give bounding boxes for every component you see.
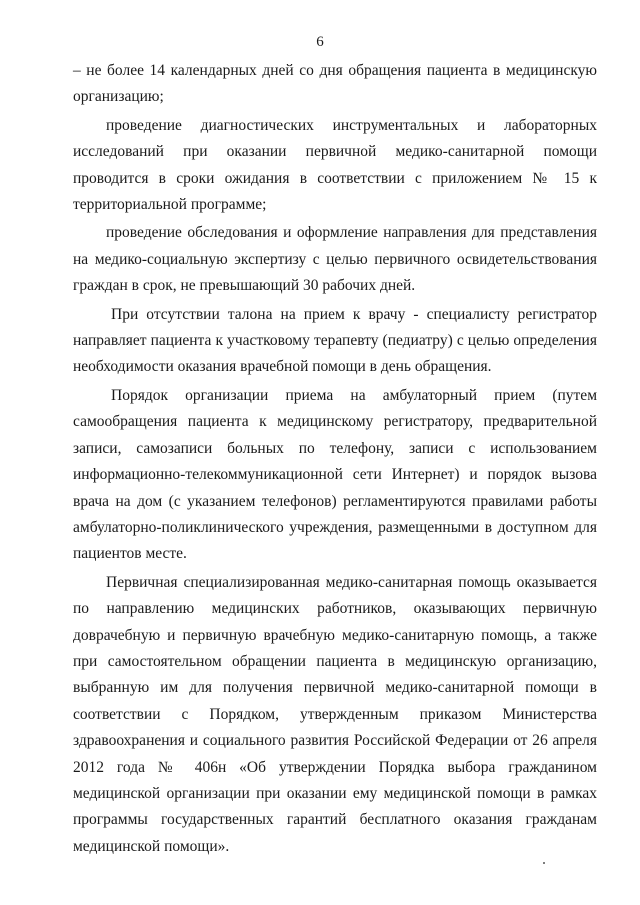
paragraph-3: проведение обследования и оформление направления для представления на медико-социальную экспертизу с целью первичного освидетельствования граждан в срок, не превышающий 30 рабочих дней. [73, 224, 597, 295]
paragraph-4: При отсутствии талона на прием к врачу - специалисту регистратор направляет пациента к участковому терапевту (педиатру) с целью определения необходимости оказания врачебной помощи в день обращения. [73, 305, 597, 376]
scan-speck [543, 862, 545, 864]
document-body [73, 58, 597, 862]
paragraph-5: Порядок организации приема на амбулаторный прием (путем самообращения пациента к медицинскому регистратору, предварительной записи, самозаписи больных по телефону, записи с использованием информационно-телекоммуникационной сети Интернет) и порядок вызова врача на дом (с указанием телефонов) регламентируются правилами работы амбулаторно-поликлинического учреждения, размещенными в доступном для пациентов месте. [73, 386, 597, 563]
paragraph-2: проведение диагностических инструментальных и лабораторных исследований при оказании первичной медико-санитарной помощи проводится в сроки ожидания в соответствии с приложением № 15 к территориальной программе; [73, 116, 597, 214]
paragraph-1: – не более 14 календарных дней со дня обращения пациента в медицинскую организацию; [73, 62, 597, 106]
page-number: 6 [316, 34, 324, 50]
paragraph-6: Первичная специализированная медико-санитарная помощь оказывается по направлению медицинских работников, оказывающих первичную доврачебную и первичную врачебную медико-санитарную помощь, а также при самостоятельном обращении пациента в медицинскую организацию, выбранную им для получения первичной медико-санитарной помощи в соответствии с Порядком, утвержденным приказом Министерства здравоохранения и социального развития Российской Федерации от 26 апреля 2012 года № 406н «Об утверждении Порядка выбора гражданином медицинской организации при оказании ему медицинской помощи в рамках программы государственных гарантий бесплатного оказания гражданам медицинской помощи». [73, 573, 597, 855]
